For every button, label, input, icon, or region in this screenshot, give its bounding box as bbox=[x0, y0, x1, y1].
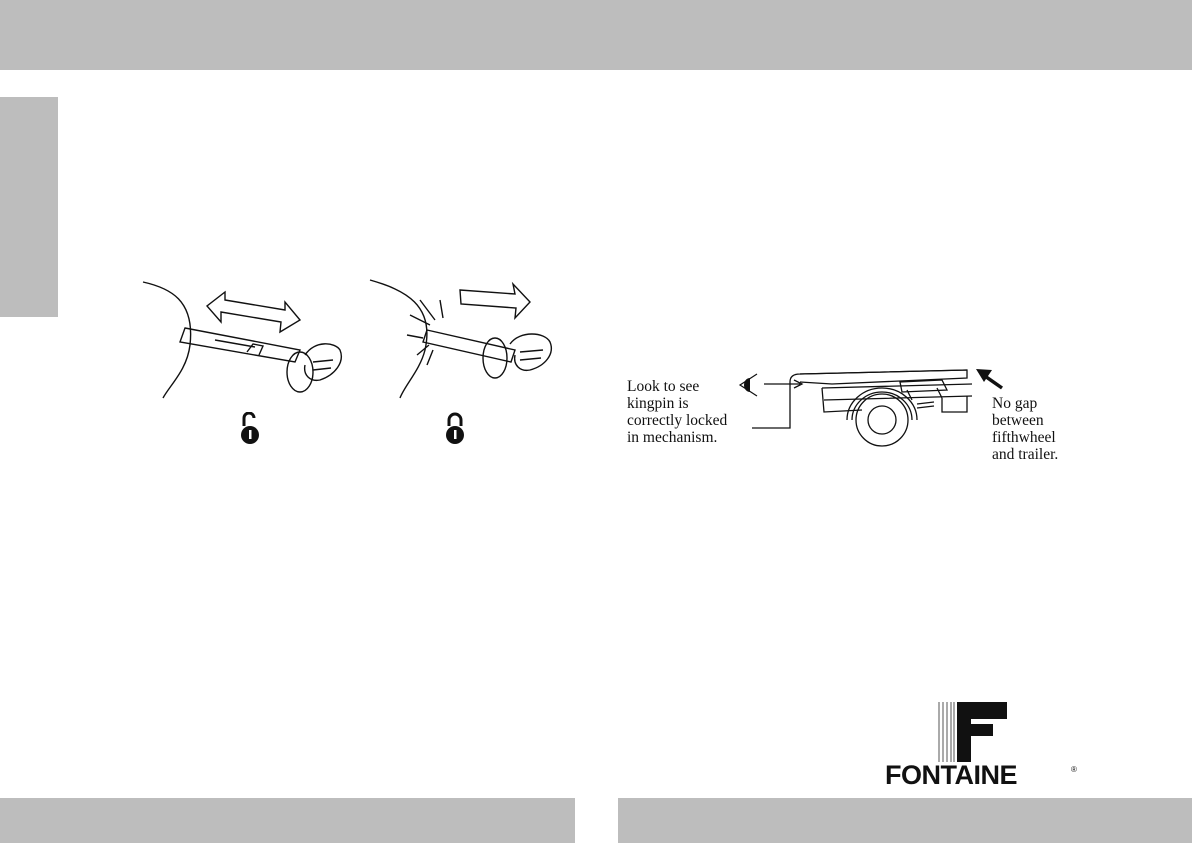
unlocked-padlock-icon bbox=[238, 412, 262, 446]
truck-fifthwheel-diagram bbox=[752, 360, 982, 455]
header-band bbox=[0, 0, 1192, 70]
section-side-tab bbox=[0, 97, 58, 317]
brand-wordmark: FONTAINE bbox=[885, 760, 1017, 790]
footer-band-left bbox=[0, 798, 575, 843]
footer-band-right bbox=[618, 798, 1192, 843]
registered-mark: ® bbox=[1071, 765, 1077, 774]
fontaine-logo-mark bbox=[935, 702, 1009, 762]
gap-caption: No gap between fifthwheel and trailer. bbox=[992, 395, 1059, 463]
look-caption: Look to see kingpin is correctly locked in mechanism. bbox=[627, 378, 728, 446]
locked-padlock-icon bbox=[443, 412, 467, 446]
gap-pointer-arrow bbox=[972, 360, 1008, 396]
